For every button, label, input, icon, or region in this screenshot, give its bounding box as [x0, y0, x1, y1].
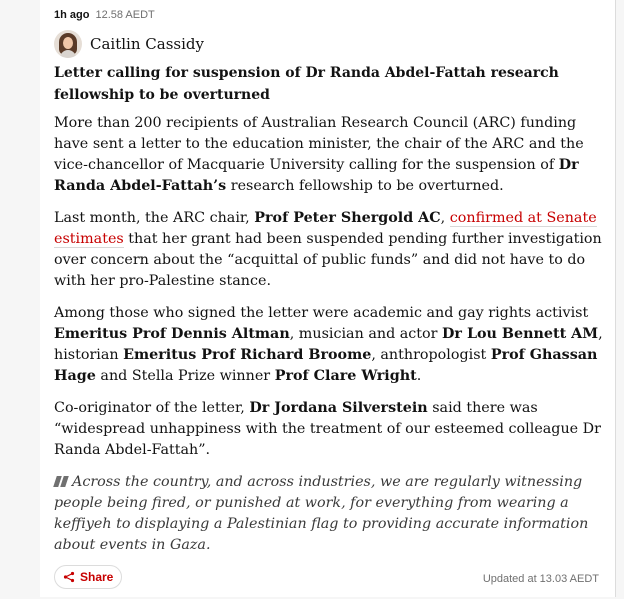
share-button[interactable] [54, 565, 122, 589]
post-body [54, 113, 609, 567]
paragraph: Among those who signed the letter were academic and gay rights activist Emeritus Prof Dennis Altman, musician and actor Dr Lou Bennett AM, historian Emeritus Prof Richard Broome, anthropologist Prof Ghassan Hage and Stella Prize winner Prof Clare Wright. [54, 305, 603, 384]
author-name: Caitlin Cassidy [90, 35, 204, 53]
liveblog-post [40, 0, 616, 597]
quote-text: Across the country, and across industries, we are regularly witnessing people being fired, or punished at work, for everything from wearing a keffiyeh to displaying a Palestinian flag to providing accurate information about events in Gaza. [54, 474, 589, 553]
share-icon [63, 571, 75, 583]
avatar [54, 30, 82, 58]
updated-timestamp: Updated at 13.03 AEDT [482, 573, 599, 585]
time-ago[interactable]: 1h ago [54, 9, 90, 21]
paragraph: More than 200 recipients of Australian Research Council (ARC) funding have sent a letter to the education minister, the chair of the ARC and the vice-chancellor of Macquarie University calling for the suspension of Dr Randa Abdel-Fattah’s research fellowship to be overturned. [54, 115, 584, 194]
paragraph: Co-originator of the letter, Dr Jordana Silverstein said there was “widespread unhappiness with the treatment of our esteemed colleague Dr Randa Abdel-Fattah”. [54, 400, 601, 458]
pull-quote [54, 472, 609, 556]
quote-icon [54, 476, 68, 487]
post-meta [54, 9, 155, 21]
paragraph: Last month, the ARC chair, Prof Peter Shergold AC, confirmed at Senate estimates that her grant had been suspended pending further investigation over concern about the “acquittal of public funds” and did not have to do with her pro-Palestine stance. [54, 210, 602, 289]
senate-estimates-link[interactable]: confirmed at Senate estimates [54, 210, 597, 247]
share-label: Share [80, 570, 114, 584]
post-headline: Letter calling for suspension of Dr Randa Abdel-Fattah research fellowship to be overturned [54, 65, 559, 103]
post-timestamp: 12.58 AEDT [95, 9, 155, 21]
author-byline [54, 30, 204, 58]
